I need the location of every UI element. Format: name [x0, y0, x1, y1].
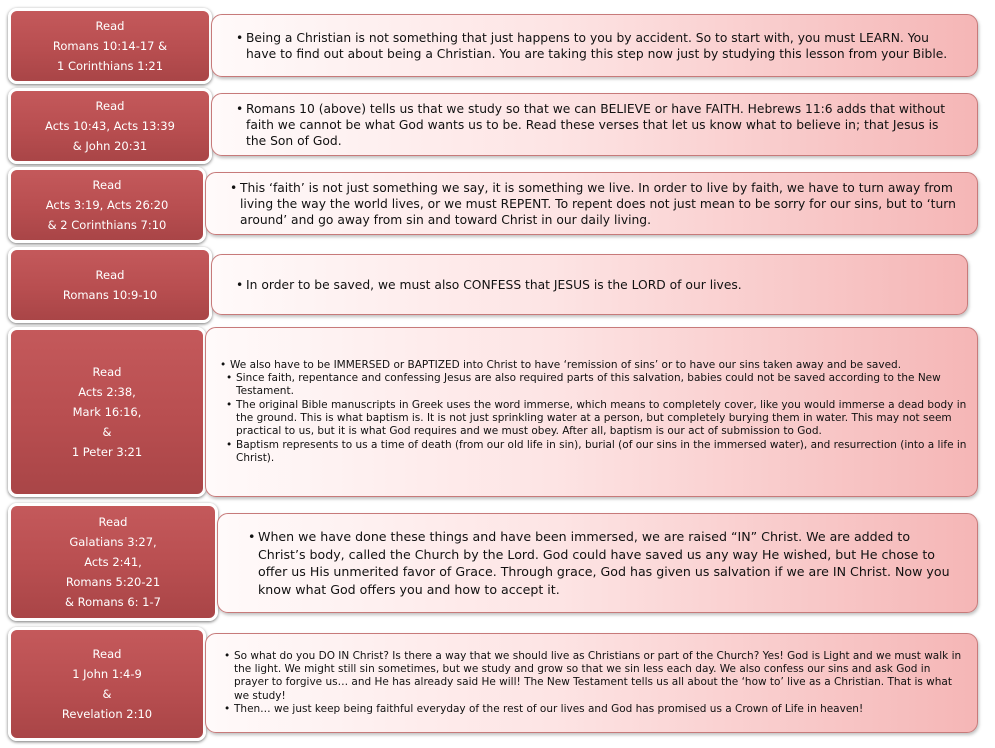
- bullet-text: • Being a Christian is not something that just happens to you by accident. So to start with, you must LEARN. You have to find out about being a Christian. You are taking this step now just by studying this lesson from your Bible.: [236, 30, 961, 62]
- bullet-text: • Baptism represents to us a time of death (from our old life in sin), burial (of our sins in the immersed water), and resurrection (into a life in Christ).: [226, 439, 967, 466]
- scripture-line: & 2 Corinthians 7:10: [47, 218, 167, 232]
- scripture-line: Read: [95, 99, 125, 113]
- scripture-line: 1 Peter 3:21: [71, 445, 143, 459]
- scripture-line: & Romans 6: 1-7: [65, 595, 161, 609]
- scripture-line: Read: [92, 647, 122, 661]
- bullet-text: • Romans 10 (above) tells us that we study so that we can BELIEVE or have FAITH. Hebrews 11:6 adds that without faith we cannot be what God wants us to be. Read these verses that let us know what to believe in; that Jesus is the Son of God.: [236, 101, 961, 149]
- scripture-box-7: [8, 627, 206, 741]
- scripture-line: Read: [98, 515, 128, 529]
- scripture-box-6: [8, 503, 218, 621]
- bullet-text: • This ‘faith’ is not just something we say, it is something we live. In order to live by faith, we have to turn away from living the way the world lives, or we must REPENT. To repent does not just mean to be sorry for our sins, but to ‘turn around’ and go away from sin and toward Christ in our daily living.: [230, 180, 961, 228]
- scripture-line: &: [102, 687, 112, 701]
- scripture-line: &: [102, 425, 112, 439]
- scripture-line: Read: [92, 178, 122, 192]
- scripture-line: Romans 10:9-10: [62, 288, 158, 302]
- scripture-line: Acts 2:41,: [84, 555, 142, 569]
- explanation-box-1: [211, 14, 978, 77]
- bullet-text: • Then… we just keep being faithful everyday of the rest of our lives and God has promised us a Crown of Life in heaven!: [224, 703, 967, 716]
- bullet-text: • The original Bible manuscripts in Greek uses the word immerse, which means to completely cover, like you would immerse a dead body in the ground. This is what baptism is. It is not just sprinkling water at a person, but completely burying them in water. This may not seem practical to us, but it is what God requires and we must obey. After all, baptism is our act of submission to God.: [226, 399, 967, 439]
- bullet-text: • So what do you DO IN Christ? Is there a way that we should live as Christians or part of the Church? Yes! God is Light and we must walk in the light. We might still sin sometimes, but we study and grow so that we sin less each day. We also confess our sins and ask God in prayer to forgive us… and He has already said He will! The New Testament tells us all about the ‘how to’ live as a Christian. That is what we study!: [224, 650, 967, 703]
- scripture-line: Mark 16:16,: [72, 405, 142, 419]
- explanation-box-6: [217, 513, 978, 613]
- explanation-box-4: [211, 254, 968, 315]
- explanation-box-3: [205, 172, 978, 235]
- bullet-text: • When we have done these things and have been immersed, we are raised “IN” Christ. We are added to Christ’s body, called the Church by the Lord. God could have saved us any way He wished, but He chose to offer us His unmerited favor of Grace. Through grace, God has given us salvation if we are IN Christ. Now you know what God offers you and how to accept it.: [248, 528, 961, 598]
- scripture-line: Read: [95, 19, 125, 33]
- scripture-line: & John 20:31: [72, 139, 148, 153]
- explanation-box-2: [211, 93, 978, 156]
- explanation-box-5: [205, 327, 978, 497]
- scripture-box-5: [8, 327, 206, 497]
- scripture-line: Acts 3:19, Acts 26:20: [45, 198, 169, 212]
- scripture-line: 1 Corinthians 1:21: [56, 59, 164, 73]
- scripture-line: Acts 2:38,: [78, 385, 136, 399]
- scripture-line: Romans 5:20-21: [65, 575, 161, 589]
- bullet-text: • We also have to be IMMERSED or BAPTIZED into Christ to have ‘remission of sins’ or to have our sins taken away and be saved.: [220, 359, 967, 372]
- scripture-line: Revelation 2:10: [61, 707, 153, 721]
- scripture-line: Galatians 3:27,: [69, 535, 157, 549]
- scripture-line: Read: [95, 268, 125, 282]
- scripture-line: Read: [92, 365, 122, 379]
- scripture-box-1: [8, 8, 212, 84]
- scripture-box-2: [8, 88, 212, 164]
- scripture-line: Acts 10:43, Acts 13:39: [45, 119, 175, 133]
- bullet-text: • Since faith, repentance and confessing Jesus are also required parts of this salvation, babies could not be saved according to the New Testament.: [226, 372, 967, 399]
- scripture-line: Romans 10:14-17 &: [52, 39, 168, 53]
- scripture-box-4: [8, 247, 212, 323]
- scripture-box-3: [8, 167, 206, 243]
- bullet-text: • In order to be saved, we must also CONFESS that JESUS is the LORD of our lives.: [236, 277, 951, 293]
- explanation-box-7: [205, 633, 978, 733]
- scripture-line: 1 John 1:4-9: [72, 667, 142, 681]
